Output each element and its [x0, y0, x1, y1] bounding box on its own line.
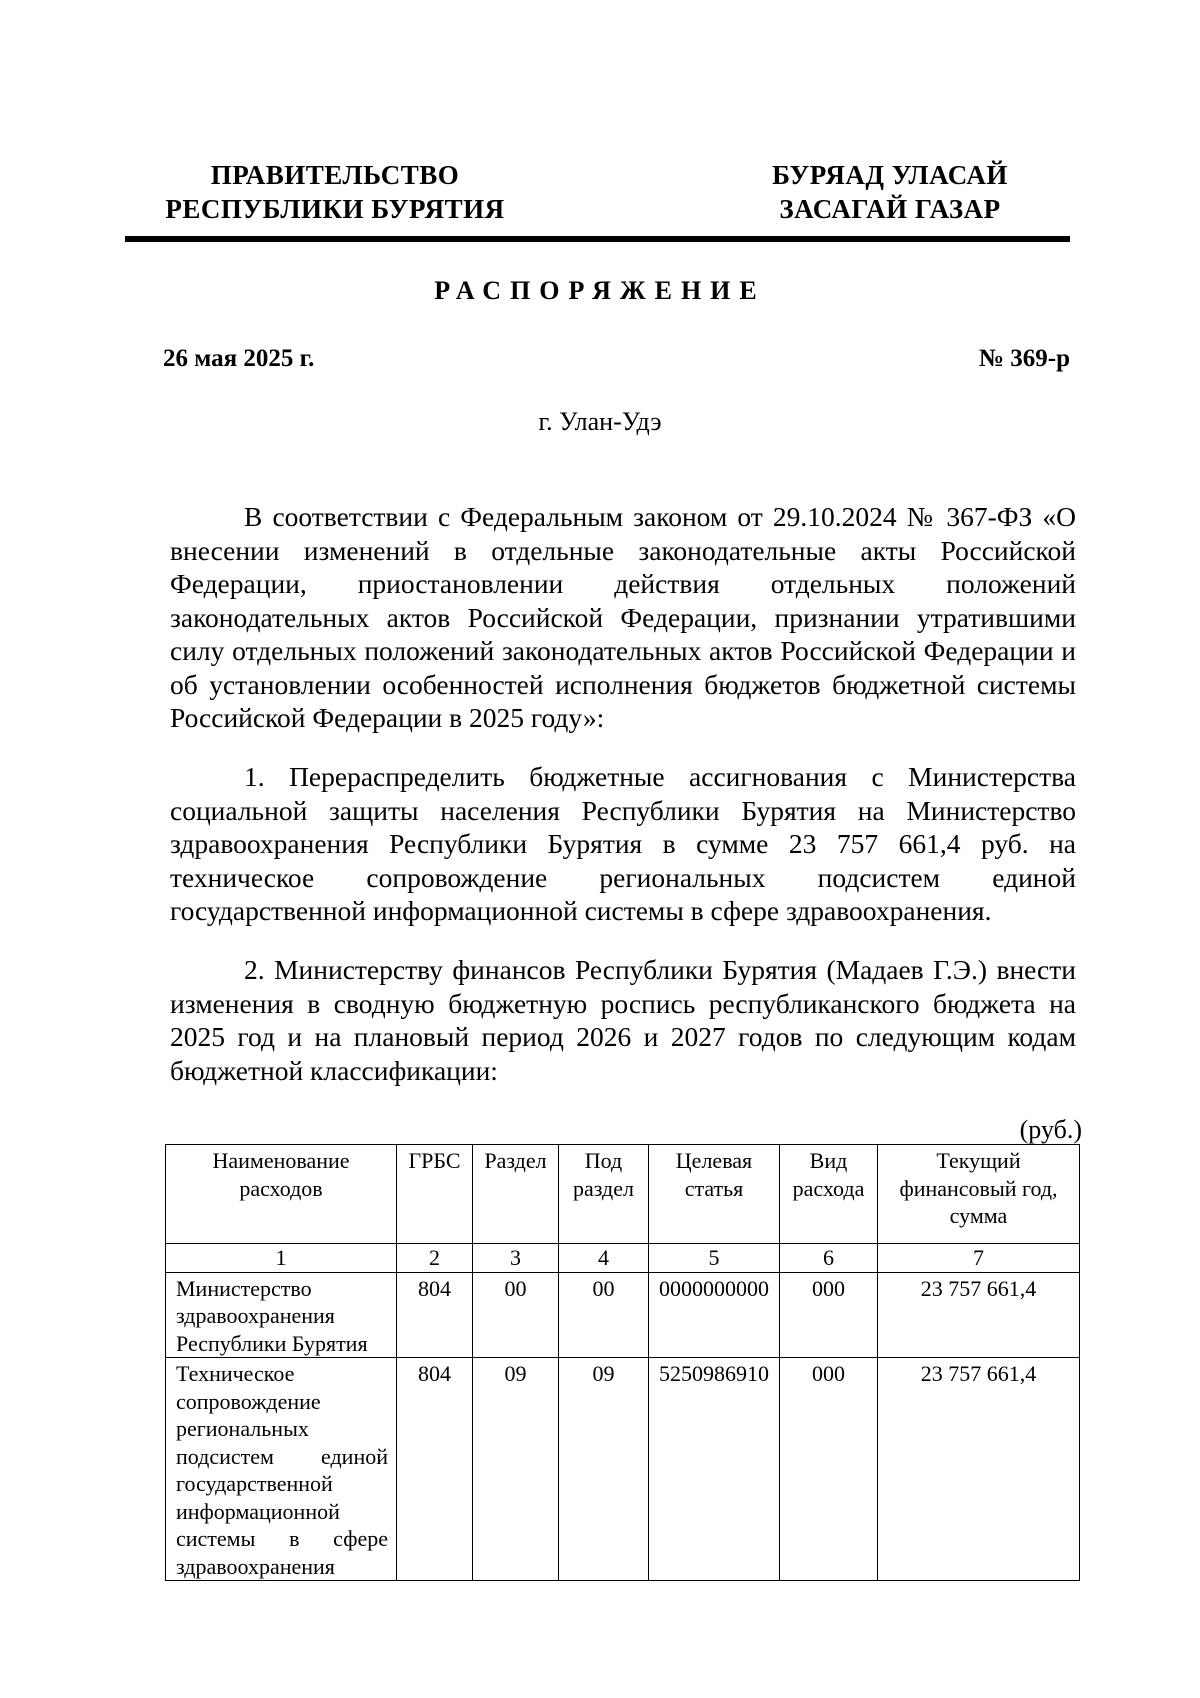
- col-header-section: Раздел: [473, 1145, 559, 1244]
- col-header-grbs: ГРБС: [397, 1145, 473, 1244]
- row-amount: 23 757 661,4: [878, 1272, 1080, 1358]
- document-number: № 369-р: [978, 345, 1070, 372]
- header-line: ЗАСАГАЙ ГАЗАР: [779, 194, 1001, 224]
- column-number: 2: [397, 1244, 473, 1273]
- header-line: БУРЯАД УЛАСАЙ: [772, 160, 1008, 190]
- budget-table: [165, 1144, 1080, 1581]
- header-divider: [125, 236, 1070, 242]
- column-number: 1: [166, 1244, 397, 1273]
- col-header-expense-type: Вид расхода: [780, 1145, 878, 1244]
- col-header-name: Наименование расходов: [166, 1145, 397, 1244]
- government-header-russian: [150, 158, 520, 226]
- table-units: (руб.): [1019, 1115, 1082, 1144]
- row-subsection: 00: [559, 1272, 649, 1358]
- document-type: РАСПОРЯЖЕНИЕ: [434, 276, 766, 305]
- row-target: 0000000000: [649, 1272, 780, 1358]
- row-section: 09: [473, 1358, 559, 1581]
- row-grbs: 804: [397, 1358, 473, 1581]
- table-row: [166, 1358, 1080, 1581]
- col-header-subsection: Под раздел: [559, 1145, 649, 1244]
- row-amount: 23 757 661,4: [878, 1358, 1080, 1581]
- column-numbers-row: [166, 1244, 1080, 1273]
- document-city: г. Улан-Удэ: [538, 407, 662, 436]
- header-line: РЕСПУБЛИКИ БУРЯТИЯ: [165, 194, 505, 224]
- row-expense-type: 000: [780, 1272, 878, 1358]
- row-grbs: 804: [397, 1272, 473, 1358]
- column-number: 7: [878, 1244, 1080, 1273]
- col-header-amount: Текущий финансовый год, сумма: [878, 1145, 1080, 1244]
- row-name: Министерство здравоохранения Республики Бурятия: [166, 1272, 397, 1358]
- intro-paragraph: В соответствии с Федеральным законом от 29.10.2024 № 367-ФЗ «О внесении изменений в отдельные законодательные акты Российской Федерации, приостановлении действия отдельных положений законодательных актов Российской Федерации, признании утратившими силу отдельных положений законодательных актов Российской Федерации и об установлении особенностей исполнения бюджетов бюджетной системы Российской Федерации в 2025 году»:: [170, 501, 1076, 733]
- row-name: Техническое сопровождение региональных подсистем единой государственной информационной системы в сфере здравоохранения: [166, 1358, 397, 1581]
- row-subsection: 09: [559, 1358, 649, 1581]
- item-1-paragraph: 1. Перераспределить бюджетные ассигнования с Министерства социальной защиты населения Республики Бурятия на Министерство здравоохранения Республики Бурятия в сумме 23 757 661,4 руб. на техническое сопровождение региональных подсистем единой государственной информационной системы в сфере здравоохранения.: [170, 761, 1076, 926]
- row-section: 00: [473, 1272, 559, 1358]
- header-line: ПРАВИТЕЛЬСТВО: [210, 160, 460, 190]
- column-number: 4: [559, 1244, 649, 1273]
- row-expense-type: 000: [780, 1358, 878, 1581]
- table-header-row: [166, 1145, 1080, 1244]
- document-date: 26 мая 2025 г.: [163, 345, 315, 372]
- column-number: 6: [780, 1244, 878, 1273]
- item-2-paragraph: 2. Министерству финансов Республики Бурятия (Мадаев Г.Э.) внести изменения в сводную бюджетную роспись республиканского бюджета на 2025 год и на плановый период 2026 и 2027 годов по следующим кодам бюджетной классификации:: [170, 954, 1076, 1086]
- government-header-buryat: [740, 158, 1040, 226]
- table-row: [166, 1272, 1080, 1358]
- column-number: 5: [649, 1244, 780, 1273]
- row-target: 5250986910: [649, 1358, 780, 1581]
- column-number: 3: [473, 1244, 559, 1273]
- col-header-target: Целевая статья: [649, 1145, 780, 1244]
